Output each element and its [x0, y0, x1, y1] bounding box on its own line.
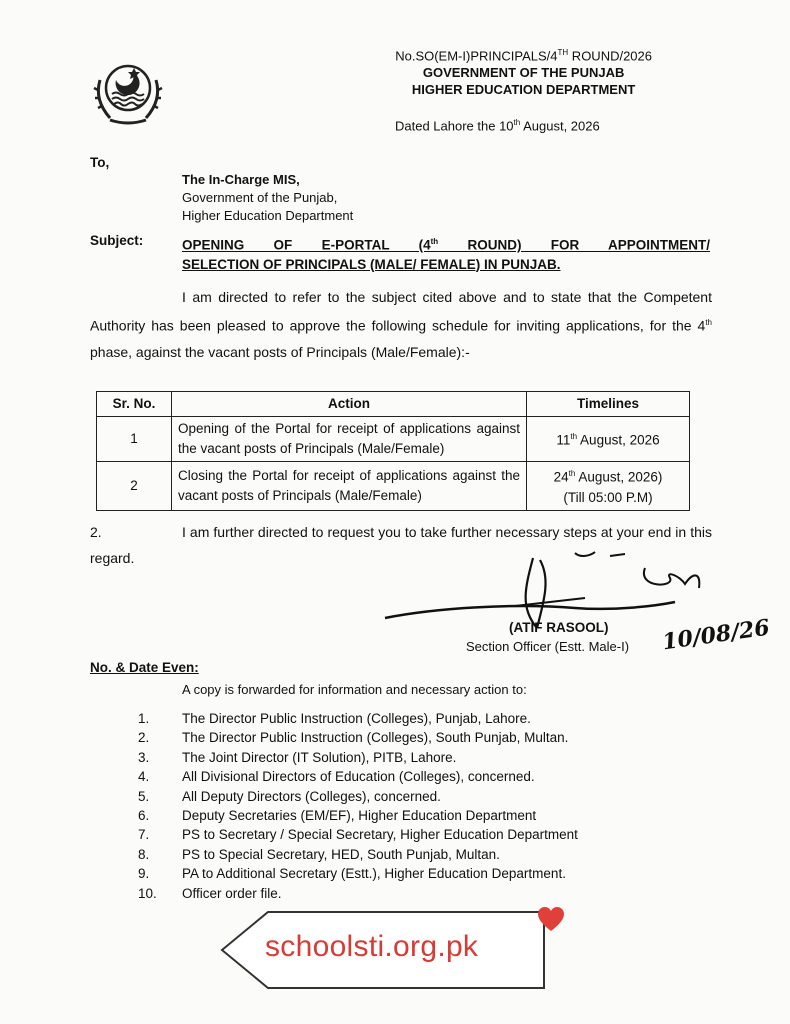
punjab-govt-emblem-icon [92, 50, 164, 128]
addressee-title: The In-Charge MIS, [182, 172, 300, 187]
schedule-table [96, 391, 690, 511]
table-row [97, 462, 690, 511]
list-item: 3. The Joint Director (IT Solution), PITB, Lahore. [138, 749, 457, 765]
department-name: HIGHER EDUCATION DEPARTMENT [411, 82, 636, 98]
govt-name: GOVERNMENT OF THE PUNJAB [422, 65, 625, 81]
table-row [97, 417, 690, 462]
body-paragraph-2: 2. I am further directed to request you to take further necessary steps at your end in this regard. [90, 524, 712, 566]
list-item: 9. PA to Additional Secretary (Estt.), Higher Education Department. [138, 866, 566, 882]
signatory-name: (ATIF RASOOL) [509, 620, 609, 635]
to-label: To, [90, 155, 110, 170]
subject-label: Subject: [90, 233, 144, 248]
body-paragraph-1: I am directed to refer to the subject cited above and to state that the Competent Authority has been pleased to approve the following schedule for inviting applications, for the 4th phase, against the vacant posts of Principals (Male/Female):- [90, 289, 712, 360]
signatory-designation: Section Officer (Estt. Male-I) [466, 639, 630, 654]
action-cell: Closing the Portal for receipt of applications against the vacant posts of Principals (Male/Female) [172, 462, 527, 511]
column-header: Timelines [527, 392, 690, 417]
distribution-intro: A copy is forwarded for information and necessary action to: [182, 682, 527, 697]
list-item: 2. The Director Public Instruction (Colleges), South Punjab, Multan. [138, 730, 569, 746]
list-item: 6. Deputy Secretaries (EM/EF), Higher Education Department [138, 808, 537, 824]
addressee-line: Higher Education Department [182, 208, 354, 223]
list-item: 4. All Divisional Directors of Education (Colleges), concerned. [138, 769, 535, 785]
column-header: Action [172, 392, 527, 417]
distribution-heading: No. & Date Even: [90, 660, 199, 675]
letter-date: Dated Lahore the 10th August, 2026 [395, 118, 600, 134]
sr-cell: 1 [97, 417, 172, 462]
timeline-cell: 24th August, 2026) (Till 05:00 P.M) [527, 462, 690, 511]
column-header: Sr. No. [97, 392, 172, 417]
sr-cell: 2 [97, 462, 172, 511]
distribution-list [138, 709, 578, 903]
list-item: 10. Officer order file. [138, 885, 282, 901]
subject-text: OPENING OF E-PORTAL (4th ROUND) FOR APPOINTMENT/ SELECTION OF PRINCIPALS (MALE/ FEMALE) IN PUNJAB. [182, 237, 711, 272]
reference-number: No.SO(EM-I)PRINCIPALS/4TH ROUND/2026 [395, 48, 652, 64]
addressee-block [182, 171, 353, 225]
action-cell: Opening of the Portal for receipt of applications against the vacant posts of Principals (Male/Female) [172, 417, 527, 462]
addressee-line: Government of the Punjab, [182, 190, 338, 205]
handwritten-date: 10/08/26 [660, 614, 772, 656]
timeline-cell: 11th August, 2026 [527, 417, 690, 462]
letter-header [395, 44, 652, 98]
list-item: 5. All Deputy Directors (Colleges), concerned. [138, 788, 441, 804]
heart-icon [536, 905, 566, 933]
watermark-text: schoolsti.org.pk [265, 930, 479, 963]
list-item: 7. PS to Secretary / Special Secretary, Higher Education Department [138, 827, 578, 843]
table-header-row [97, 392, 690, 417]
list-item: 1. The Director Public Instruction (Colleges), Punjab, Lahore. [138, 711, 531, 726]
list-item: 8. PS to Special Secretary, HED, South Punjab, Multan. [138, 846, 500, 862]
